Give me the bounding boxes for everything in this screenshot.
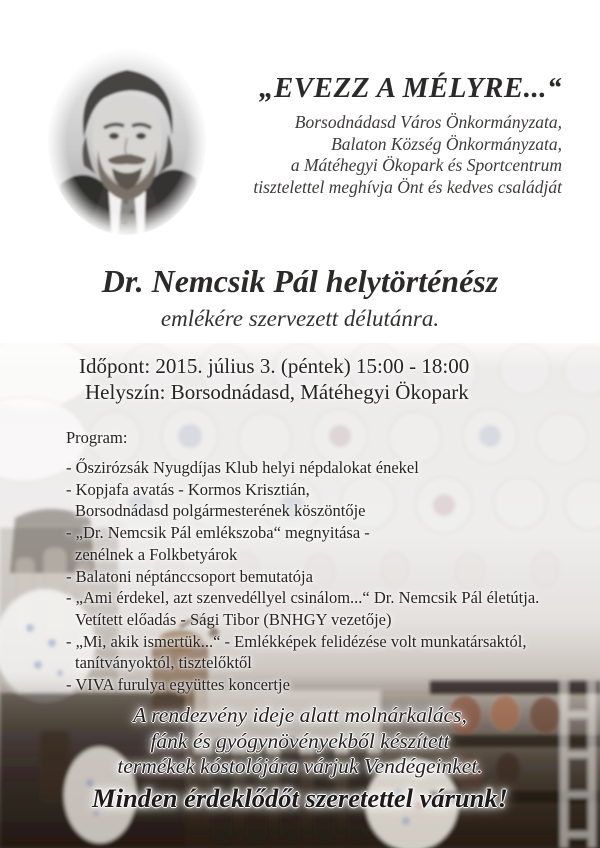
program-item: - „Ami érdekel, azt szenvedéllyel csinálom...“ Dr. Nemcsik Pál életútja. — [66, 588, 540, 608]
organizer-line: Balaton Község Önkormányzata, — [331, 133, 562, 154]
program-item: - „Mi, akik ismertük...“ - Emlékképek felidézése volt munkatársaktól, — [66, 631, 527, 651]
flyer-motto: „EVEZZ A MÉLYRE...“ — [258, 72, 562, 104]
welcome-message: Minden érdeklődőt szeretettel várunk! — [92, 783, 508, 813]
organizer-line: tisztelettel meghívja Önt és kedves családját — [253, 176, 562, 197]
header — [253, 72, 562, 198]
program-item-continuation: tanítványoktól, tisztelőktől — [75, 653, 252, 673]
event-subtitle: emlékére szervezett délutánra. — [160, 306, 440, 331]
organizer-lines — [253, 112, 562, 198]
organizer-line: a Mátéhegyi Ökopark és Sportcentrum — [290, 155, 562, 175]
program-item: - Kopjafa avatás - Kormos Krisztián, — [66, 479, 310, 499]
organizer-line: Borsodnádasd Város Önkormányzata, — [294, 112, 562, 132]
tasting-line: fánk és gyógynövényekből készített — [150, 728, 450, 753]
tasting-note — [0, 703, 600, 780]
event-location: Helyszín: Borsodnádasd, Mátéhegyi Ökopark — [85, 380, 469, 404]
event-datetime: Időpont: 2015. július 3. (péntek) 15:00 - 18:00 — [79, 354, 470, 378]
program-item-continuation: Vetített előadás - Sági Tibor (BNHGY vezetője) — [75, 609, 392, 629]
program-item: - Balatoni néptánccsoport bemutatója — [66, 566, 313, 586]
program-item: - „Dr. Nemcsik Pál emlékszoba“ megnyitása - — [66, 523, 370, 543]
tasting-line: A rendezvény ideje alatt molnárkalács, — [133, 703, 467, 727]
program-item-continuation: zenélnek a Folkbetyárok — [75, 544, 238, 564]
program-item-continuation: Borsodnádasd polgármesterének köszöntője — [75, 501, 366, 521]
portrait-photo — [46, 46, 208, 238]
honoree-title: Dr. Nemcsik Pál helytörténész — [101, 263, 499, 299]
tasting-line: termékek kóstolójára várjuk Vendégeinket. — [117, 754, 483, 778]
program-item: - VIVA furulya együttes koncertje — [66, 675, 290, 695]
program-heading: Program: — [66, 428, 128, 447]
program-list — [66, 457, 539, 696]
event-info — [79, 353, 469, 405]
program-item: - Őszirózsák Nyugdíjas Klub helyi népdalokat énekel — [66, 458, 419, 477]
